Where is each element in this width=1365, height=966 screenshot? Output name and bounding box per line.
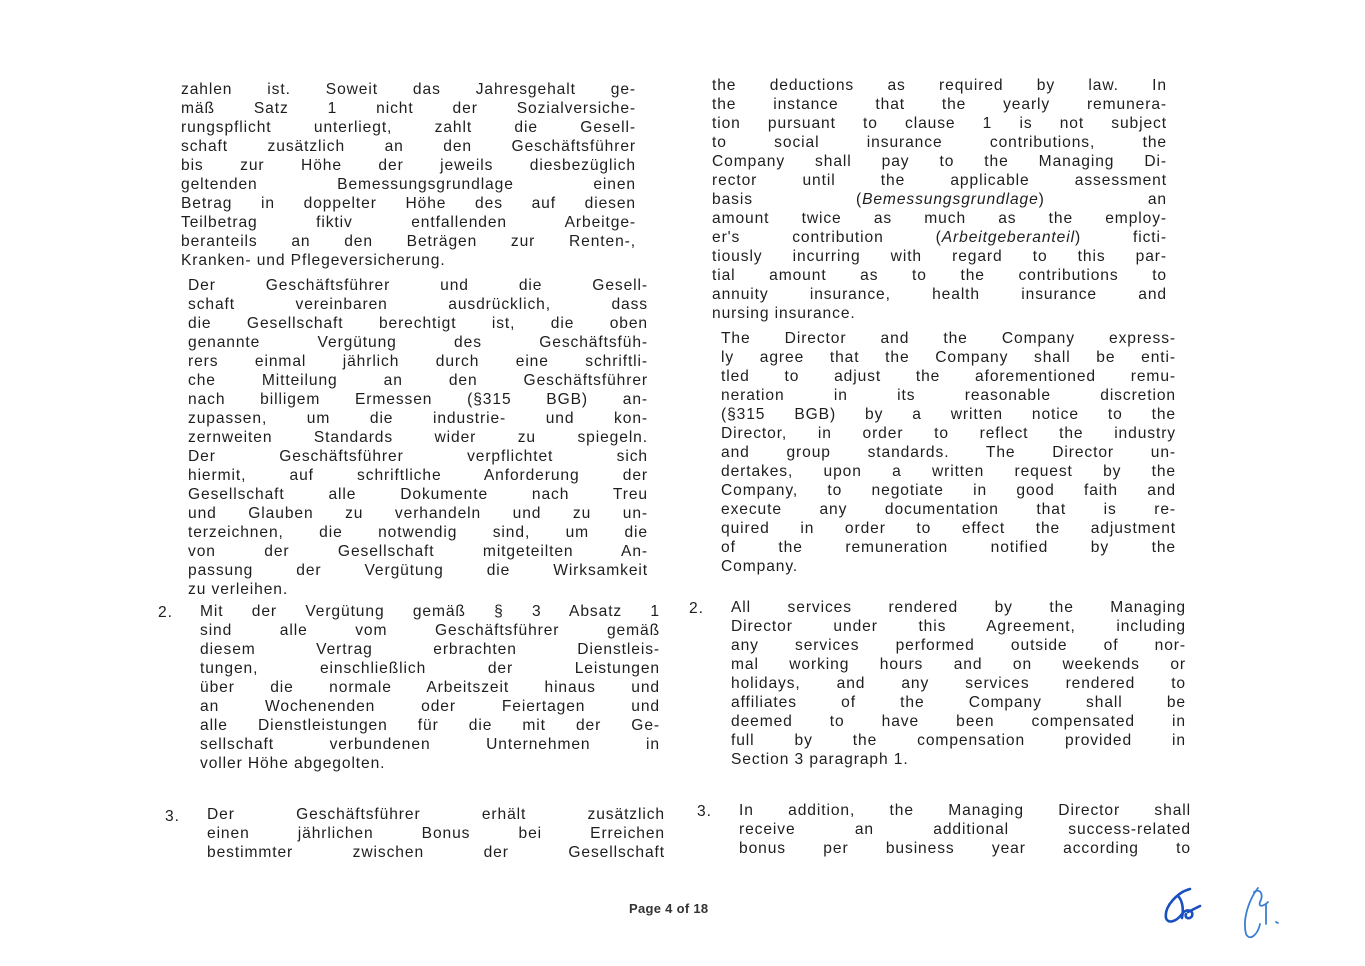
text-line: Company, to negotiate in good faith and: [721, 482, 1176, 499]
paren: ): [1038, 191, 1045, 208]
right-paragraph-2: [721, 329, 1176, 576]
text-line: bis zur Höhe der jeweils diesbezüglich: [181, 157, 636, 174]
text-fragment: er's contribution (: [712, 229, 942, 246]
text-line: any services performed outside of nor-: [731, 637, 1186, 654]
text-line: the instance that the yearly remunera-: [712, 96, 1167, 113]
text-line: (§315 BGB) by a written notice to the: [721, 406, 1176, 423]
list-number: 2.: [158, 604, 173, 621]
text-line: tion pursuant to clause 1 is not subject: [712, 115, 1167, 132]
text-line: sind alle vom Geschäftsführer gemäß: [200, 622, 660, 639]
text-line: beranteils an den Beträgen zur Renten-,: [181, 233, 636, 250]
text-line: [712, 228, 1167, 247]
text-line: che Mitteilung an den Geschäftsführer: [188, 372, 648, 389]
text-line: bestimmter zwischen der Gesellschaft: [207, 844, 665, 861]
text-line: Betrag in doppelter Höhe des auf diesen: [181, 195, 636, 212]
signature-initials-1: [1160, 884, 1220, 929]
text-line: mal working hours and on weekends or: [731, 656, 1186, 673]
text-line: Section 3 paragraph 1.: [731, 751, 909, 768]
text-line: annuity insurance, health insurance and: [712, 286, 1167, 303]
text-line: affiliates of the Company shall be: [731, 694, 1186, 711]
text-line: of the remuneration notified by the: [721, 539, 1176, 556]
text-line: zernweiten Standards wider zu spiegeln.: [188, 429, 648, 446]
text-line: [712, 190, 1167, 209]
list-number: 3.: [165, 808, 180, 825]
text-line: mäß Satz 1 nicht der Sozialversiche-: [181, 100, 636, 117]
list-number: 2.: [689, 600, 704, 617]
text-line: full by the compensation provided in: [731, 732, 1186, 749]
text-line: the deductions as required by law. In: [712, 77, 1167, 94]
text-line: tial amount as to the contributions to: [712, 267, 1167, 284]
text-line: holidays, and any services rendered to: [731, 675, 1186, 692]
german-term: Arbeitgeberanteil: [941, 229, 1075, 246]
text-line: Kranken- und Pflegeversicherung.: [181, 252, 446, 269]
left-paragraph-2: [188, 276, 648, 599]
text-line: tiously incurring with regard to this par-: [712, 248, 1167, 265]
text-line: bonus per business year according to: [739, 840, 1191, 857]
text-line: Der Geschäftsführer erhält zusätzlich: [207, 806, 665, 823]
text-line: Director, in order to reflect the industry: [721, 425, 1176, 442]
text-line: geltenden Bemessungsgrundlage einen: [181, 176, 636, 193]
left-paragraph-1: [181, 80, 636, 270]
text-line: Mit der Vergütung gemäß § 3 Absatz 1: [200, 603, 660, 620]
text-line: Company shall pay to the Managing Di-: [712, 153, 1167, 170]
right-list-item-3: [739, 801, 1191, 858]
text-line: zu verleihen.: [188, 581, 289, 598]
text-line: neration in its reasonable discretion: [721, 387, 1176, 404]
left-list-item-3: [207, 805, 665, 862]
text-fragment: [856, 190, 1045, 209]
text-line: In addition, the Managing Director shall: [739, 802, 1191, 819]
list-number: 3.: [697, 803, 712, 820]
text-line: nursing insurance.: [712, 305, 856, 322]
text-line: dertakes, upon a written request by the: [721, 463, 1176, 480]
text-line: to social insurance contributions, the: [712, 134, 1167, 151]
text-fragment: basis: [712, 191, 753, 208]
text-line: schaft vereinbaren ausdrücklich, dass: [188, 296, 648, 313]
text-line: diesem Vertrag erbrachten Dienstleis-: [200, 641, 660, 658]
left-list-item-2: [200, 602, 660, 773]
text-line: nach billigem Ermessen (§315 BGB) an-: [188, 391, 648, 408]
text-line: und Glauben zu verhandeln und zu un-: [188, 505, 648, 522]
german-term: Bemessungsgrundlage: [862, 191, 1039, 208]
text-fragment: ) ficti-: [1074, 229, 1168, 246]
text-line: die Gesellschaft berechtigt ist, die oben: [188, 315, 648, 332]
right-paragraph-1: [712, 76, 1167, 323]
text-line: deemed to have been compensated in: [731, 713, 1186, 730]
text-line: Director under this Agreement, including: [731, 618, 1186, 635]
text-line: All services rendered by the Managing: [731, 599, 1186, 616]
text-line: schaft zusätzlich an den Geschäftsführer: [181, 138, 636, 155]
text-line: von der Gesellschaft mitgeteilten An-: [188, 543, 648, 560]
text-line: hiermit, auf schriftliche Anforderung der: [188, 467, 648, 484]
text-line: tled to adjust the aforementioned remu-: [721, 368, 1176, 385]
text-line: voller Höhe abgegolten.: [200, 755, 386, 772]
signature-initials-2: [1236, 882, 1298, 944]
text-line: quired in order to effect the adjustment: [721, 520, 1176, 537]
text-line: Der Geschäftsführer verpflichtet sich: [188, 448, 648, 465]
text-line: zupassen, um die industrie- und kon-: [188, 410, 648, 427]
text-line: ly agree that the Company shall be enti-: [721, 349, 1176, 366]
text-line: receive an additional success-related: [739, 821, 1191, 838]
text-line: terzeichnen, die notwendig sind, um die: [188, 524, 648, 541]
text-line: tungen, einschließlich der Leistungen: [200, 660, 660, 677]
text-line: alle Dienstleistungen für die mit der Ge-: [200, 717, 660, 734]
text-line: genannte Vergütung des Geschäftsfüh-: [188, 334, 648, 351]
paren: (: [855, 191, 863, 208]
text-line: rungspflicht unterliegt, zahlt die Gesell-: [181, 119, 636, 136]
text-line: rers einmal jährlich durch eine schriftli-: [188, 353, 648, 370]
text-line: sellschaft verbundenen Unternehmen in: [200, 736, 660, 753]
text-line: passung der Vergütung die Wirksamkeit: [188, 562, 648, 579]
text-line: rector until the applicable assessment: [712, 172, 1167, 189]
page-number: Page 4 of 18: [629, 901, 709, 916]
text-line: The Director and the Company express-: [721, 330, 1176, 347]
text-line: Der Geschäftsführer und die Gesell-: [188, 277, 648, 294]
text-line: amount twice as much as the employ-: [712, 210, 1167, 227]
text-line: einen jährlichen Bonus bei Erreichen: [207, 825, 665, 842]
text-line: zahlen ist. Soweit das Jahresgehalt ge-: [181, 81, 636, 98]
text-line: über die normale Arbeitszeit hinaus und: [200, 679, 660, 696]
text-line: execute any documentation that is re-: [721, 501, 1176, 518]
text-line: Gesellschaft alle Dokumente nach Treu: [188, 486, 648, 503]
text-line: Company.: [721, 558, 799, 575]
text-fragment: an: [1147, 191, 1167, 208]
right-list-item-2: [731, 598, 1186, 769]
text-line: and group standards. The Director un-: [721, 444, 1176, 461]
text-line: an Wochenenden oder Feiertagen und: [200, 698, 660, 715]
text-line: Teilbetrag fiktiv entfallenden Arbeitge-: [181, 214, 636, 231]
